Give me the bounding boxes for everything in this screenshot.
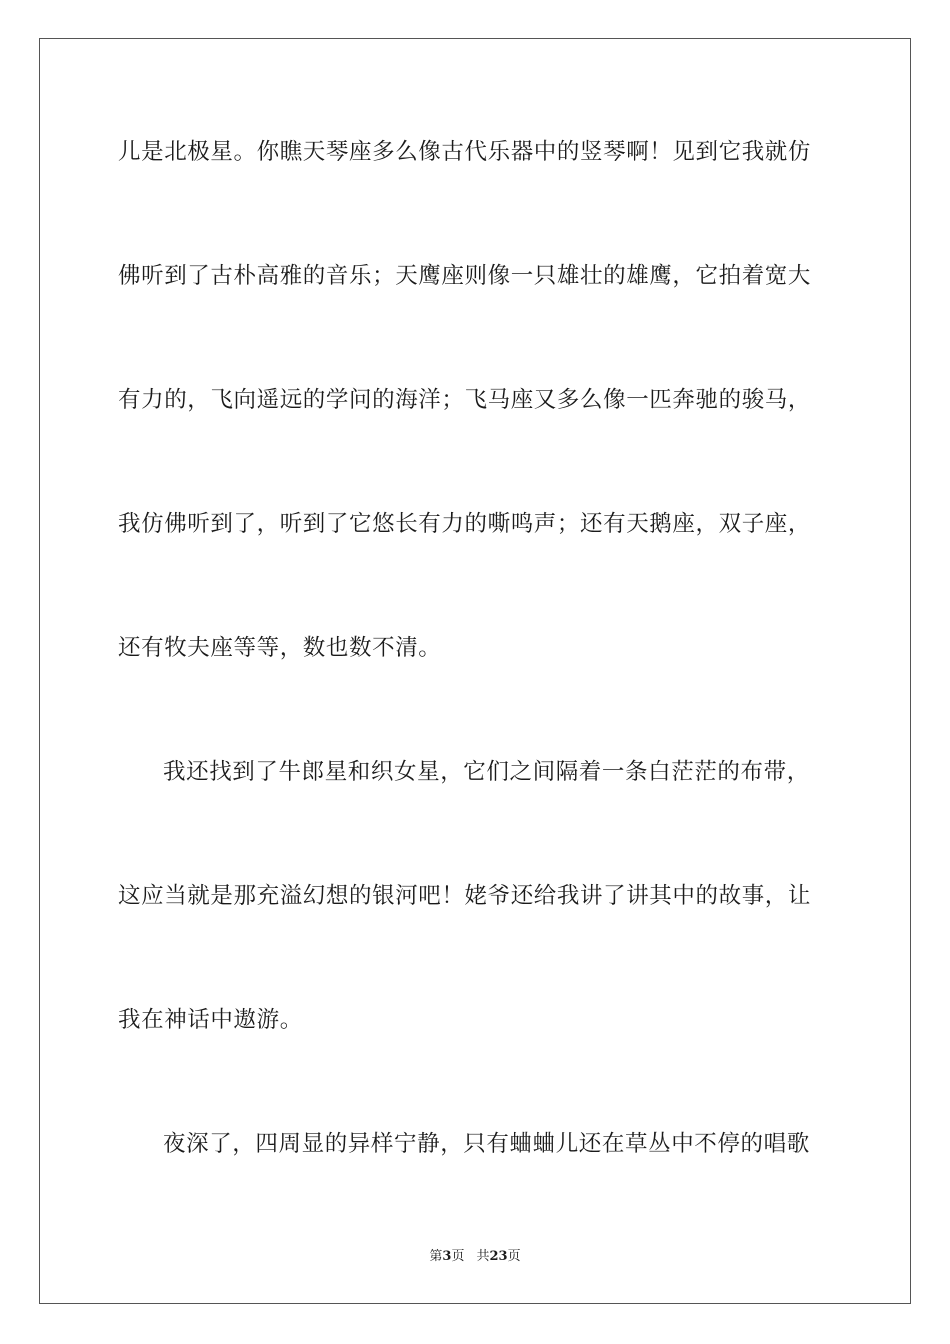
total-label-prefix: 共 <box>476 1249 490 1264</box>
page-number: 3 <box>442 1249 452 1264</box>
page-frame <box>39 38 911 1304</box>
paragraph-first-line: 夜深了，四周显的异样宁静，只有蛐蛐儿还在草丛中不停的唱歌 <box>163 1131 810 1157</box>
text-line: 有力的，飞向遥远的学问的海洋；飞马座又多么像一匹奔驰的骏马， <box>118 387 812 413</box>
page-footer <box>0 1245 950 1264</box>
page-label-prefix: 第 <box>429 1249 443 1264</box>
paragraph-first-line: 我还找到了牛郎星和织女星，它们之间隔着一条白茫茫的布带， <box>163 759 810 785</box>
page-label-suffix: 页 <box>451 1249 465 1264</box>
text-line: 这应当就是那充溢幻想的银河吧！姥爷还给我讲了讲其中的故事，让 <box>118 883 812 909</box>
total-label-suffix: 页 <box>507 1249 521 1264</box>
text-line: 我仿佛听到了，听到了它悠长有力的嘶鸣声；还有天鹅座，双子座， <box>118 511 812 537</box>
text-line: 佛听到了古朴高雅的音乐；天鹰座则像一只雄壮的雄鹰，它拍着宽大 <box>118 263 812 289</box>
total-pages: 23 <box>489 1249 508 1264</box>
text-line: 我在神话中遨游。 <box>118 1007 303 1033</box>
text-line: 还有牧夫座等等，数也数不清。 <box>118 635 442 661</box>
text-line: 儿是北极星。你瞧天琴座多么像古代乐器中的竖琴啊！见到它我就仿 <box>118 139 812 165</box>
